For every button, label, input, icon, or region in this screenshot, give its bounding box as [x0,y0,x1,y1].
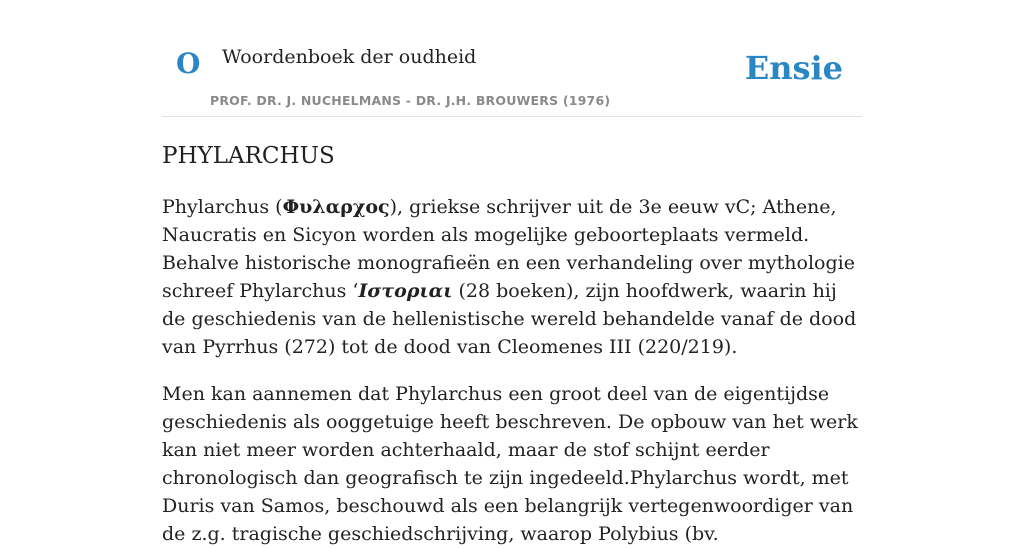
letter-o-icon[interactable]: O [176,47,201,80]
book-authors: PROF. DR. J. NUCHELMANS - DR. J.H. BROUWERS (1976) [210,93,611,108]
page [162,0,862,545]
book-title[interactable]: Woordenboek der oudheid [222,46,477,68]
site-header [162,0,862,117]
greek-work-title: Ιστοριαι [358,279,453,302]
paragraph-1-text-a: Phylarchus ( [162,195,283,218]
greek-name: Φυλαρχος [282,195,390,218]
entry-title: PHYLARCHUS [162,143,335,169]
ensie-logo-link[interactable]: Ensie [744,49,843,87]
entry-paragraph-2: Men kan aannemen dat Phylarchus een groot deel van de eigentijdse geschiedenis als ooggetuige heeft beschreven. De opbouw van het werk kan niet meer worden achterhaald, maar de stof schijnt eerder chronologisch dan geografisch te zijn ingedeeld.Phylarchus wordt, met Duris van Samos, beschouwd als een belangrijk vertegenwoordiger van de z.g. tragische geschiedschrijving, waarop Polybius (bv. [162,382,858,545]
paragraph-1-text-b: ), griekse schrijver uit de 3e eeuw vC; Athene, Naucratis en Sicyon worden als mogelijke geboorteplaats vermeld. Behalve historische monografieën en een verhandeling over mythologie schreef Phylarchus ‘ [162,195,855,302]
entry-paragraph-1 [162,193,862,361]
paragraph-1-text-c: (28 boeken), zijn hoofdwerk, waarin hij de geschiedenis van de hellenistische wereld behandelde vanaf de dood van Pyrrhus (272) tot de dood van Cleomenes III (220/219). [162,279,857,358]
